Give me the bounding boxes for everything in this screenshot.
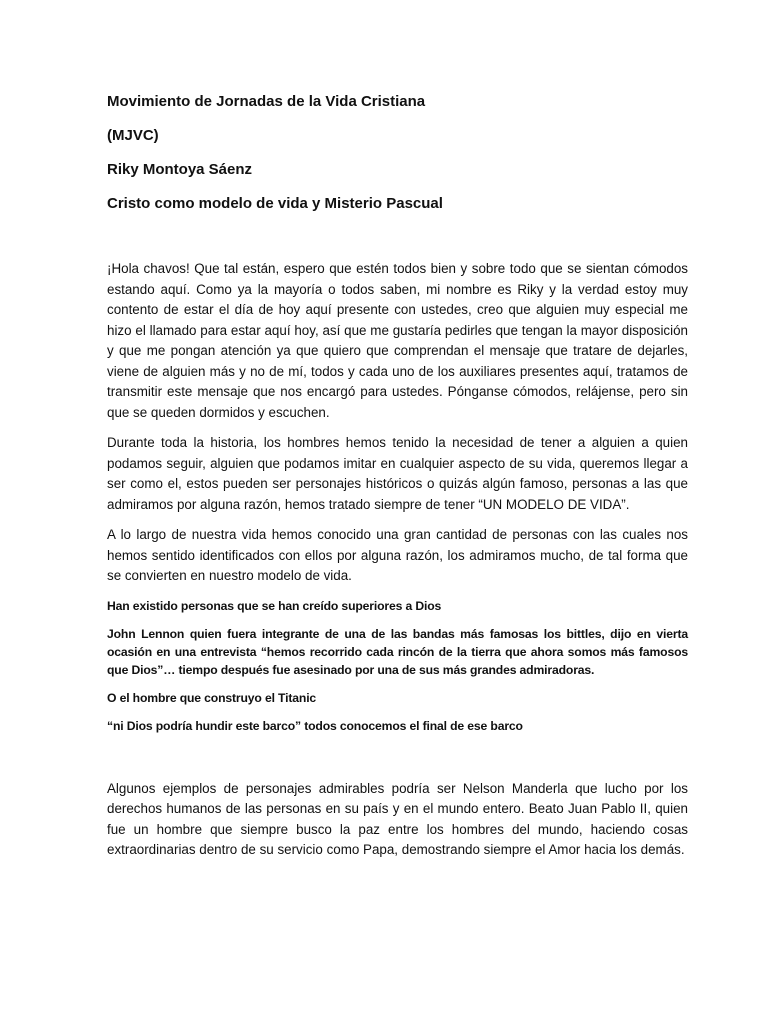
spacer [107,745,688,779]
author-name: Riky Montoya Sáenz [107,161,253,178]
paragraph-examples: Algunos ejemplos de personajes admirables podría ser Nelson Manderla que lucho por los derechos humanos de las personas en su país y en el mundo entero. Beato Juan Pablo II, quien fue un hombre que siempre busco la paz entre los hombres del mundo, haciendo cosas extraordinarias dentro de su servicio como Papa, demostrando siempre el Amor hacia los demás. [107,780,688,857]
paragraph-intro: ¡Hola chavos! Que tal están, espero que estén todos bien y sobre todo que se sientan cómodos estando aquí. Como ya la mayoría o todos saben, mi nombre es Riky y la verdad estoy muy contento de estar el día de hoy aquí presente con ustedes, creo que alguien muy especial me hizo el llamado para estar aquí hoy, así que me gustaría pedirles que tengan la mayor disposición y que me pongan atención ya que quiero que comprendan el mensaje que tratare de dejarles, viene de alguien más y no de mí, todos y cada uno de los auxiliares presentes aquí, tratamos de transmitir este mensaje que nos encargó para ustedes. Pónganse cómodos, relájense, pero sin que se queden dormidos y escuchen. [107,261,688,420]
paragraph-role-models: A lo largo de nuestra vida hemos conocido una gran cantidad de personas con las cuales nos hemos sentido identificados con ellos por alguna razón, los admiramos mucho, de tal forma que se convierten en nuestro modelo de vida. [107,527,688,583]
paragraph-superior-to-god: Han existido personas que se han creído superiores a Dios [107,598,442,613]
paragraph-john-lennon: John Lennon quien fuera integrante de una de las bandas más famosas los bittles, dijo en vierta ocasión en una entrevista “hemos recorrido cada rincón de la tierra que ahora somos más famosos que Dios”… tiempo después fue asesinado por una de sus más grandes admiradoras. [107,626,688,677]
spacer [107,228,688,259]
paragraph-history: Durante toda la historia, los hombres hemos tenido la necesidad de tener a alguien a quien podamos seguir, alguien que podamos imitar en cualquier aspecto de su vida, queremos llegar a ser como el, estos pueden ser personajes históricos o quizás algún famoso, personas a las que admiramos por alguna razón, hemos tratado siempre de tener “UN MODELO DE VIDA”. [107,435,688,512]
paragraph-titanic-quote: “ni Dios podría hundir este barco” todos conocemos el final de ese barco [107,718,523,733]
document-page [107,92,688,871]
document-subtitle: Cristo como modelo de vida y Misterio Pascual [107,195,443,212]
document-title: Movimiento de Jornadas de la Vida Cristiana [107,93,426,110]
paragraph-titanic-builder: O el hombre que construyo el Titanic [107,690,317,705]
document-acronym: (MJVC) [107,127,159,144]
